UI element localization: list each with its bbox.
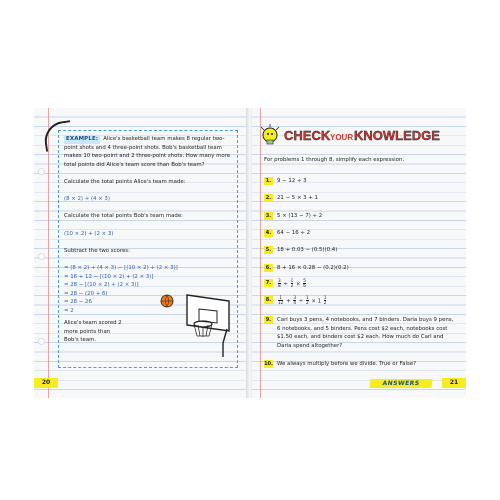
numerator: 3 (278, 278, 281, 283)
answers-link[interactable]: ANSWERS (369, 379, 432, 388)
problem-item (264, 229, 460, 238)
open-workbook (34, 108, 466, 398)
step-line: = 2 (64, 307, 74, 314)
check-your-knowledge-title (258, 124, 462, 146)
title-your: YOUR (330, 133, 354, 142)
lightbulb-icon (261, 124, 279, 144)
problem-item (264, 264, 460, 273)
step-line: = 28 − 26 (64, 299, 92, 306)
problem-item (264, 194, 460, 203)
example-intro (64, 135, 232, 169)
step1-equation: (8 × 2) + (4 × 3) (64, 196, 110, 203)
problem-item (264, 246, 460, 255)
problem-fraction-expression (277, 296, 457, 306)
fraction (303, 279, 306, 289)
operator: × (296, 281, 301, 288)
step3-text: Subtract the two scores: (64, 247, 130, 254)
problem-number: 6. (265, 265, 272, 271)
basketball-hoop-illustration (159, 291, 233, 357)
step-line: = 16 + 12 − [(10 × 2) + (2 × 3)] (64, 273, 154, 280)
numerator: 3 (293, 295, 296, 300)
problem-item (264, 177, 460, 186)
left-page (34, 108, 248, 398)
denominator: 6 (303, 283, 306, 289)
numerator: 5 (303, 278, 306, 283)
problem-number: 8. (265, 297, 272, 303)
denominator: 8 (278, 283, 281, 289)
numerator: 1 (279, 295, 282, 300)
problem-item (264, 316, 460, 350)
example-conclusion: Alice's team scored 2 more points than Bob's team. (64, 320, 122, 344)
right-page (252, 108, 466, 398)
page-number-left: 20 (34, 378, 58, 388)
problem-text: Carl buys 3 pens, 4 notebooks, and 7 binders. Daria buys 9 pens, 6 notebooks, and 5 binders. Pens cost $2 each, notebooks cost $1.50 each, and binders cost $2 each. How much do Carl and Daria spend altogether? (277, 317, 454, 349)
problem-number: 2. (265, 195, 272, 201)
binder-hole (38, 253, 45, 260)
binder-hole (38, 168, 45, 175)
basketball-icon (161, 295, 173, 307)
example-box (58, 130, 238, 368)
fraction (306, 296, 309, 306)
problem-text: 64 − 16 ÷ 2 (277, 230, 311, 236)
problem-text: 5 × (13 − 7) ÷ 2 (277, 213, 323, 219)
fraction (324, 296, 327, 306)
numerator: 1 (290, 278, 294, 283)
page-number-right: 21 (442, 378, 466, 388)
problem-item (264, 279, 460, 289)
step1-text: Calculate the total points Alice's team made: (64, 178, 186, 185)
binder-hole (38, 338, 45, 345)
operator: ÷ (298, 298, 304, 305)
example-label: EXAMPLE: (66, 136, 99, 142)
problem-text: 9 − 12 ÷ 3 (277, 178, 307, 184)
operator: + (286, 298, 291, 305)
problem-text: We always multiply before we divide. True or False? (277, 361, 416, 367)
title-knowledge: KNOWLEDGE (354, 128, 440, 143)
denominator: 2 (323, 300, 327, 306)
problem-number: 1. (265, 178, 272, 184)
problem-number: 9. (265, 317, 272, 323)
problem-text: 18 + 0.03 − (0.5)(0.4) (277, 247, 338, 253)
hoop-pole (223, 329, 227, 357)
denominator: 12 (278, 300, 284, 306)
step2-text: Calculate the total points Bob's team made: (64, 213, 183, 220)
denominator: 2 (290, 283, 294, 289)
operator: ÷ (283, 281, 288, 288)
problem-number: 10. (264, 361, 273, 367)
problem-text: 8 + 16 × 0.28 − (0.2)(0.2) (277, 265, 349, 271)
margin-line (260, 108, 261, 398)
fraction (291, 279, 294, 289)
denominator: 4 (293, 300, 296, 306)
step-line: = 28 − [(10 × 2) + (2 × 3)] (64, 282, 139, 289)
problem-item (264, 296, 460, 306)
step2-equation: (10 × 2) + (2 × 3) (64, 230, 114, 237)
numerator: 1 (323, 295, 327, 300)
denominator: 2 (305, 300, 309, 306)
step-line: = (8 × 2) + (4 × 3) − [(10 × 2) + (2 × 3)] (64, 264, 178, 271)
step-line: = 28 − (20 + 6) (64, 290, 108, 297)
fraction (293, 296, 296, 306)
problem-number: 3. (265, 213, 272, 219)
title-check: CHECK (284, 128, 331, 143)
problem-number: 7. (265, 280, 272, 286)
problem-number: 4. (265, 230, 272, 236)
fraction (278, 296, 283, 306)
numerator: 1 (305, 295, 309, 300)
example-problem-text: Alice's basketball team makes 8 regular two-point shots and 4 three-point shots. Bob's basketball team makes 10 two-point and 2 three-point shots. How many more total points did Alice's team score than Bob's team? (64, 136, 231, 168)
operator: × 1 (311, 298, 322, 305)
problem-fraction-expression (277, 279, 457, 289)
instructions-text: For problems 1 through 8, simplify each expression. (264, 157, 405, 163)
problem-item (264, 212, 460, 221)
problem-text: 21 − 5 × 3 + 1 (277, 195, 318, 201)
problem-number: 5. (265, 247, 272, 253)
fraction (278, 279, 281, 289)
problem-item (264, 360, 460, 369)
